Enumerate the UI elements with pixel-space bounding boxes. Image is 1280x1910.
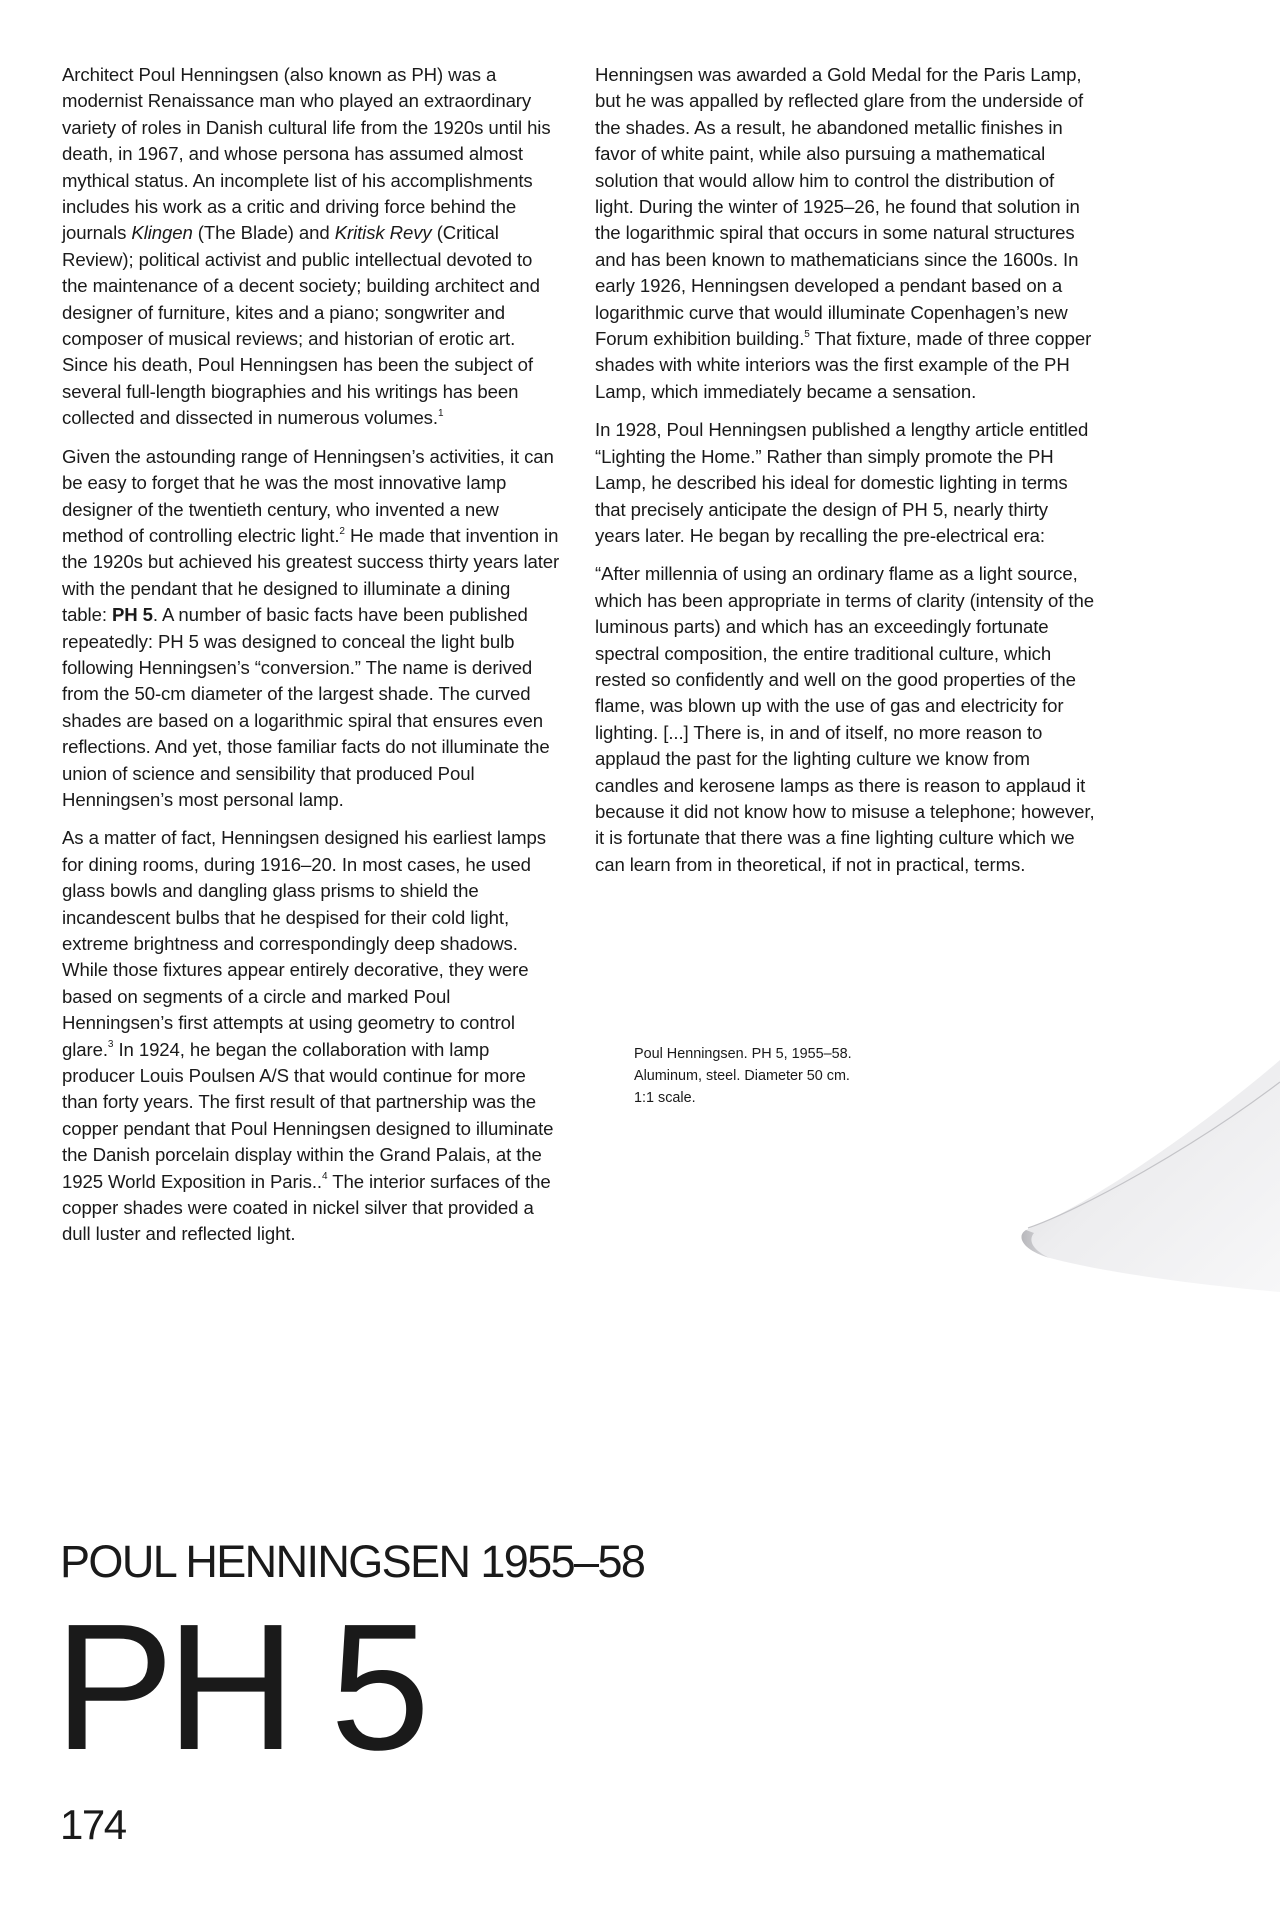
body-paragraph: Henningsen was awarded a Gold Medal for the Paris Lamp, but he was appalled by reflected glare from the underside of the shades. As a result, he abandoned metallic finishes in favor of white paint, while also pursuing a mathematical solution that would allow him to control the distribution of light. During the winter of 1925–26, he found that solution in the logarithmic spiral that occurs in some natural structures and has been known to mathematicians since the 1600s. In early 1926, Henningsen developed a pendant based on a logarithmic curve that would illuminate Copenhagen’s new Forum exhibition building.$^5$ That fixture, made of three copper shades with white interiors was the first example of the PH Lamp, which immediately became a sensation. [595,64,1092,402]
journal-title: Kritisk Revy [334,222,432,244]
body-paragraph: As a matter of fact, Henningsen designed his earliest lamps for dining rooms, during 1916–20. In most cases, he used glass bowls and dangling glass prisms to shield the incandescent bulbs that he despised for their cold light, extreme brightness and correspondingly deep shadows. While those fixtures appear entirely decorative, they were based on segments of a circle and marked Poul Henningsen’s first attempts at using geometry to control glare.$^3$ In 1924, he began the collaboration with lamp producer Louis Poulsen A/S that would continue for more than forty years. The first result of that partnership was the copper pendant that Poul Henningsen designed to illuminate the Danish porcelain display within the Grand Palais, at the 1925 World Exposition in Paris..$^4$ The interior surfaces of the copper shades were coated in nickel silver that provided a dull luster and reflected light. [62,827,554,1245]
right-column [595,62,1095,878]
footnote-ref: 2 [339,525,345,537]
left-column [62,62,560,1248]
footnote-ref: 3 [107,1039,114,1051]
lamp-shade-image [1020,1060,1280,1300]
figure-caption [634,1043,934,1109]
body-paragraph: Given the astounding range of Henningsen’s activities, it can be easy to forget that he was the most innovative lamp designer of the twentieth century, who invented a new method of controlling electric light.$^2$ He made that invention in the 1920s but achieved his greatest success thirty years later with the pendant that he designed to illuminate a dining table: PH 5. A number of basic facts have been published repeatedly: PH 5 was designed to conceal the light bulb following Henningsen’s “conversion.” The name is derived from the 50-cm diameter of the largest shade. The curved shades are based on a logarithmic spiral that ensures even reflections. And yet, those familiar facts do not illuminate the union of science and sensibility that produced Poul Henningsen’s most personal lamp. [62,445,560,810]
body-paragraph: In 1928, Poul Henningsen published a lengthy article entitled “Lighting the Home.” Rather than simply promote the PH Lamp, he described his ideal for domestic lighting in terms that precisely anticipate the design of PH 5, nearly thirty years later. He began by recalling the pre-electrical era: [595,419,1089,546]
section-subtitle: POUL HENNINGSEN 1955–58 [60,1536,645,1587]
journal-title: Klingen [131,222,193,244]
caption-line: 1:1 scale. [634,1090,696,1106]
body-paragraph: Architect Poul Henningsen (also known as PH) was a modernist Renaissance man who played an extraordinary variety of roles in Danish cultural life from the 1920s until his death, in 1967, and whose persona has assumed almost mythical status. An incomplete list of his accomplishments includes his work as a critic and driving force behind the journals Klingen (The Blade) and Kritisk Revy (Critical Review); political activist and public intellectual devoted to the maintenance of a decent society; building architect and designer of furniture, kites and a piano; songwriter and composer of musical reviews; and historian of erotic art. Since his death, Poul Henningsen has been the subject of several full-length biographies and his writings has been collected and dissected in numerous volumes.$^1$ [62,64,551,429]
product-name: PH 5 [111,604,153,626]
footnote-ref: 5 [804,328,810,340]
caption-line: Poul Henningsen. PH 5, 1955–58. [634,1046,852,1062]
quote-paragraph: “After millennia of using an ordinary flame as a light source, which has been appropriate in terms of clarity (intensity of the luminous parts) and which has an exceedingly fortunate spectral composition, the entire traditional culture, which rested so confidently and well on the good properties of the flame, was blown up with the use of gas and electricity for lighting. [...] There is, in and of itself, no more reason to applaud the past for the lighting culture we know from candles and kerosene lamps as there is reason to applaud it because it did not know how to misuse a telephone; however, it is fortunate that there was a fine lighting culture which we can learn from in theoretical, if not in practical, terms. [595,563,1095,875]
footnote-ref: 4 [322,1171,328,1183]
footnote-ref: 1 [437,408,444,420]
shade-body [1021,1060,1280,1292]
section-title: PH 5 [54,1587,423,1788]
page-number: 174 [60,1801,126,1848]
caption-line: Aluminum, steel. Diameter 50 cm. [634,1068,850,1084]
